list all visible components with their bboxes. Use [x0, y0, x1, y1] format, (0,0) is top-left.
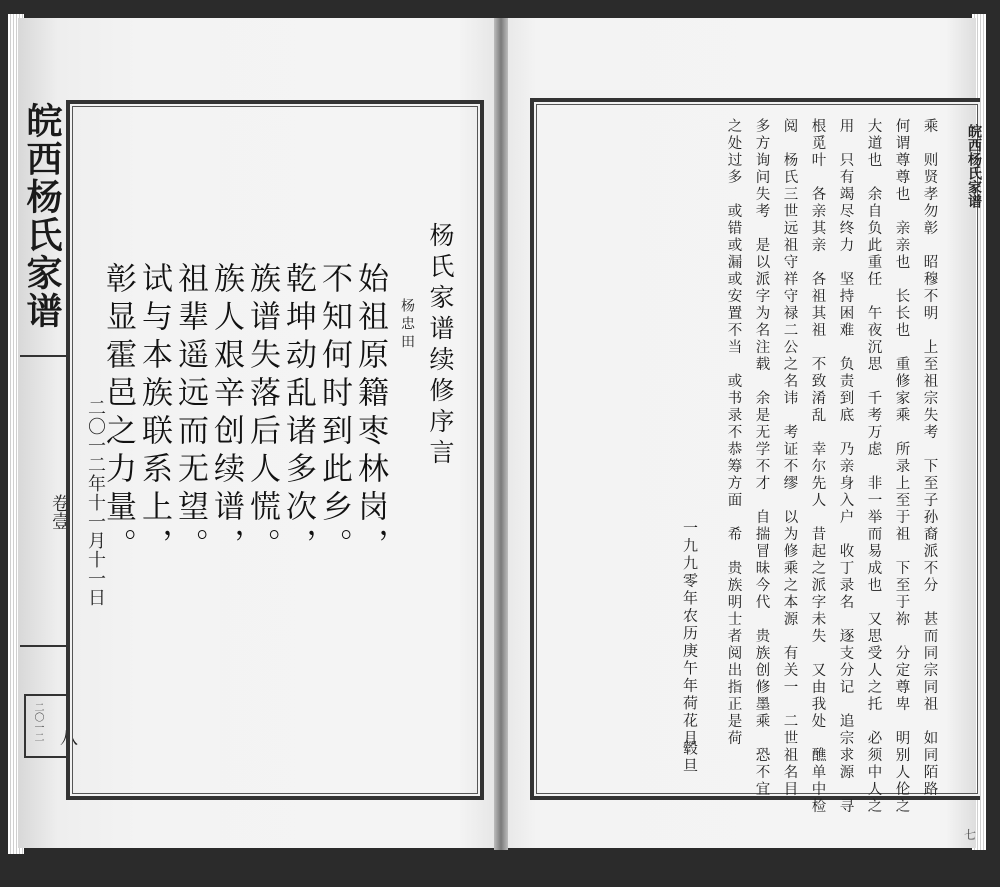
poem-line-5: 族人艰辛创续谱，	[208, 262, 244, 566]
poem-line-2: 不知何时到此乡。	[316, 262, 352, 566]
spine-title: 皖西杨氏家谱	[21, 102, 63, 330]
text-column-3: 大道也 余自负此重任 午夜沉思 千考万虑 非一举而易成也 又思受人之托 必须中人之	[865, 118, 882, 815]
poem-line-1: 始祖原籍枣林岗，	[352, 262, 388, 566]
text-column-4: 用 只有竭尽终力 坚持困难 负责到底 乃亲身入户 收丁录名 逐支分记 追宗求源 寻	[837, 118, 854, 815]
poem-line-6: 祖辈遥远而无望。	[172, 262, 208, 566]
preface-title: 杨氏家谱续修序言	[426, 222, 455, 470]
text-column-7: 多方询问失考 是以派字为名注载 余是无学不才 自揣冒昧今代 贵族创修墨乘 恐不宜	[753, 118, 770, 798]
poem-line-7: 试与本族联系上，	[136, 262, 172, 566]
book-gutter	[494, 18, 508, 850]
left-page-number: 八	[60, 728, 78, 749]
spine-separator-bottom	[20, 645, 68, 647]
spine-small-text: 二〇一二	[32, 702, 43, 742]
right-spine-margin	[962, 98, 982, 842]
poem-line-8: 彰显霍邑之力量。	[100, 262, 136, 566]
poem-line-3: 乾坤动乱诸多次，	[280, 262, 316, 566]
right-page-number: 七	[964, 828, 977, 842]
right-page-date: 一九九零年农历庚午年荷花月	[681, 520, 699, 748]
right-page-signature: 毂旦	[681, 740, 699, 775]
poem-line-4: 族谱失落后人慌。	[244, 262, 280, 566]
text-column-2: 何谓尊尊也 亲亲也 长长也 重修家乘 所录上至于祖 下至于祢 分定尊卑 明别人伦之	[893, 118, 910, 815]
spine-volume: 卷壹	[49, 494, 70, 530]
right-spine-title: 皖西杨氏家谱	[966, 124, 982, 208]
text-column-6: 阅 杨氏三世远祖守祥守禄二公之名讳 考证不缪 以为修乘之本源 有关一 二世祖名目	[781, 118, 798, 798]
preface-date: 二〇一二年十一月十一日	[85, 398, 106, 607]
text-column-1: 乘 则贤孝勿彰 昭穆不明 上至祖宗失考 下至子孙裔派不分 甚而同宗同祖 如同陌路	[921, 118, 938, 798]
text-column-8: 之处过多 或错或漏或安置不当 或书录不恭筹方面 希 贵族明士者阅出指正是荷	[725, 118, 742, 747]
text-column-5: 根觅叶 各亲其亲 各祖其祖 不致淆乱 幸尔先人 昔起之派字未失 又由我处 醮单中检	[809, 118, 826, 815]
preface-author: 杨忠田	[399, 298, 415, 352]
spine-separator-top	[20, 355, 68, 357]
